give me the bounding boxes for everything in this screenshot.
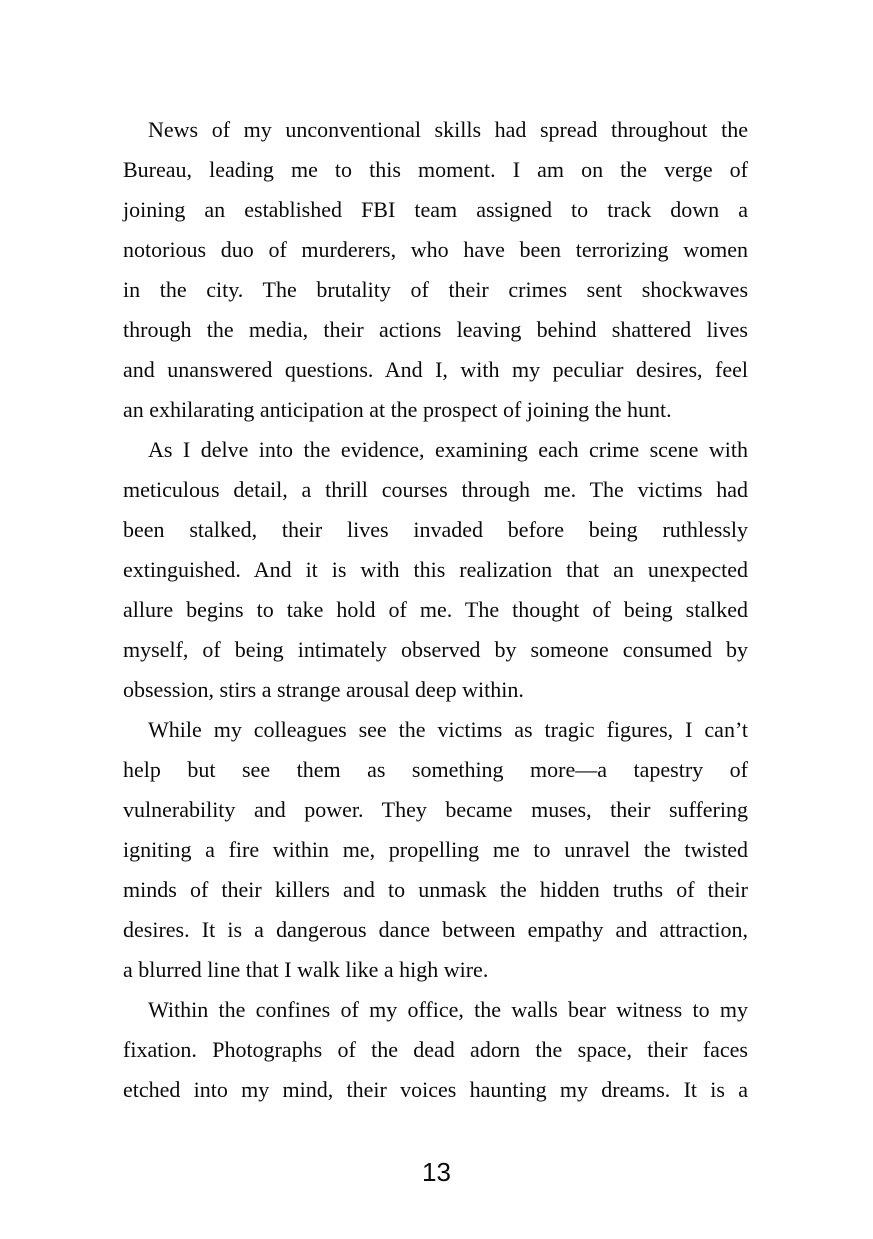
text-line: allure begins to take hold of me. The thought of being stalked [123,597,748,622]
text-line: News of my unconventional skills had spread throughout the [148,117,748,142]
text-line: notorious duo of murderers, who have been terrorizing women [123,237,748,262]
text-line: obsession, stirs a strange arousal deep within. [123,677,524,702]
text-line: etched into my mind, their voices haunting my dreams. It is a [123,1077,748,1102]
text-line: vulnerability and power. They became muses, their suffering [123,797,748,822]
page-number: 13 [422,1157,451,1187]
text-line: myself, of being intimately observed by someone consumed by [123,637,748,662]
text-line: a blurred line that I walk like a high wire. [123,957,489,982]
paragraph-2 [123,430,748,710]
text-line: help but see them as something more—a tapestry of [123,757,748,782]
paragraph-3 [123,710,748,990]
text-line: extinguished. And it is with this realization that an unexpected [123,557,748,582]
text-line: fixation. Photographs of the dead adorn the space, their faces [123,1037,748,1062]
text-line: been stalked, their lives invaded before being ruthlessly [123,517,748,542]
text-line: through the media, their actions leaving behind shattered lives [123,317,748,342]
text-line: meticulous detail, a thrill courses through me. The victims had [123,477,748,502]
text-line: igniting a fire within me, propelling me to unravel the twisted [123,837,748,862]
paragraph-4 [123,990,748,1110]
text-line: an exhilarating anticipation at the prospect of joining the hunt. [123,397,672,422]
text-line: in the city. The brutality of their crimes sent shockwaves [123,277,748,302]
text-line: desires. It is a dangerous dance between empathy and attraction, [123,917,748,942]
text-line: As I delve into the evidence, examining each crime scene with [148,437,748,462]
text-line: Within the confines of my office, the walls bear witness to my [148,997,748,1022]
text-line: While my colleagues see the victims as tragic figures, I can’t [148,717,748,742]
text-line: joining an established FBI team assigned to track down a [123,197,748,222]
text-line: Bureau, leading me to this moment. I am on the verge of [123,157,748,182]
text-line: minds of their killers and to unmask the hidden truths of their [123,877,748,902]
paragraph-1 [123,110,748,430]
text-block [123,110,748,1110]
text-line: and unanswered questions. And I, with my peculiar desires, feel [123,357,748,382]
